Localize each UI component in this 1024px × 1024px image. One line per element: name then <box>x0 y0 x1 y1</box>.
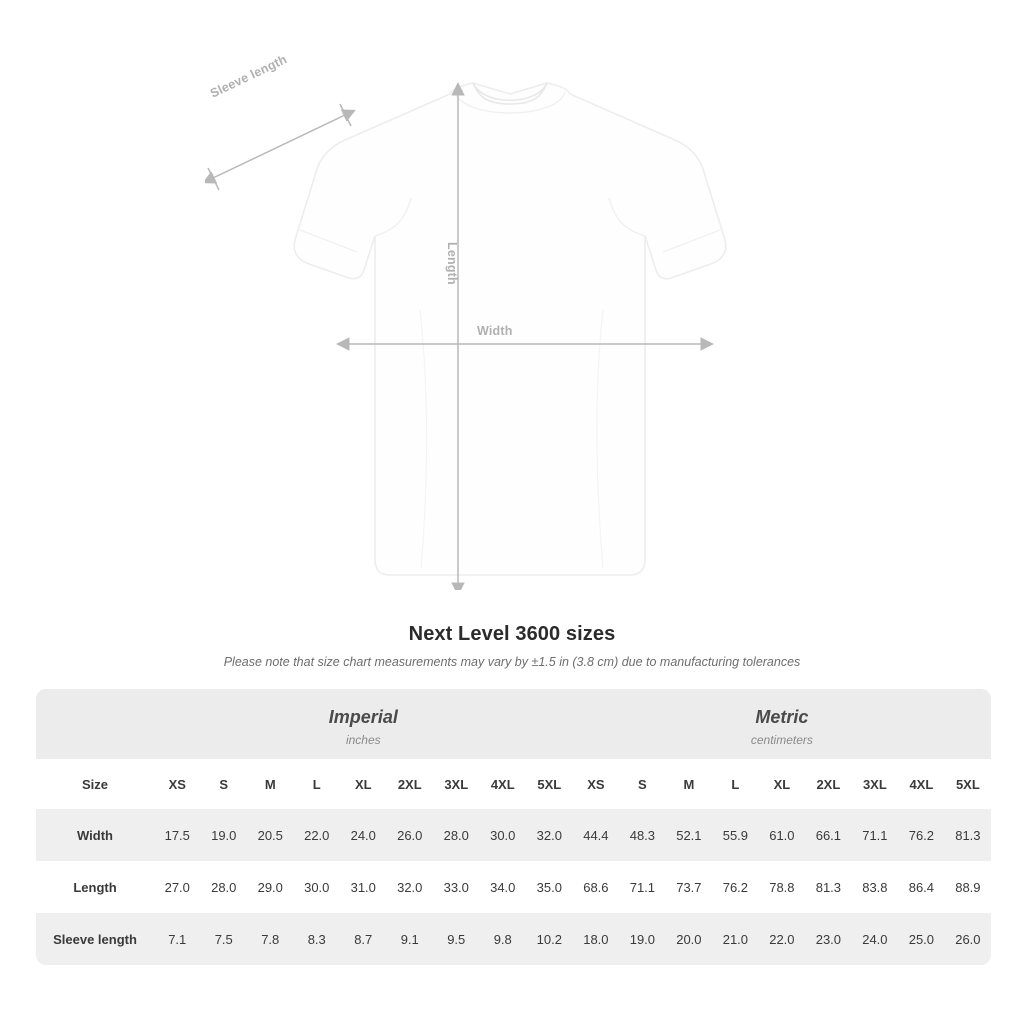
cell-imperial: 28.0 <box>201 861 248 913</box>
size-column-header: M <box>247 759 294 809</box>
cell-metric: 81.3 <box>805 861 852 913</box>
unit-sub-label: inches <box>345 732 381 747</box>
cell-imperial: 34.0 <box>480 861 527 913</box>
cell-imperial: 31.0 <box>340 861 387 913</box>
cell-imperial: 28.0 <box>433 809 480 861</box>
cell-metric: 76.2 <box>712 861 759 913</box>
cell-metric: 52.1 <box>666 809 713 861</box>
size-chart-body <box>36 689 991 965</box>
row-label-length: Length <box>36 861 154 913</box>
cell-metric: 21.0 <box>712 913 759 965</box>
cell-metric: 24.0 <box>852 913 899 965</box>
cell-metric: 88.9 <box>945 861 992 913</box>
cell-metric: 55.9 <box>712 809 759 861</box>
cell-imperial: 32.0 <box>526 809 573 861</box>
cell-metric: 68.6 <box>573 861 620 913</box>
width-label: Width <box>477 324 513 338</box>
size-column-header: XL <box>340 759 387 809</box>
size-column-header: 5XL <box>945 759 992 809</box>
cell-metric: 71.1 <box>852 809 899 861</box>
cell-imperial: 27.0 <box>154 861 201 913</box>
size-header-row <box>36 759 991 809</box>
size-column-header: 2XL <box>805 759 852 809</box>
unit-header-imperial <box>154 689 573 759</box>
cell-imperial: 24.0 <box>340 809 387 861</box>
size-column-header: 4XL <box>480 759 527 809</box>
unit-system-label: Metric <box>755 707 809 728</box>
size-column-header: 5XL <box>526 759 573 809</box>
unit-header-row <box>36 689 991 759</box>
cell-imperial: 22.0 <box>294 809 341 861</box>
cell-metric: 61.0 <box>759 809 806 861</box>
cell-imperial: 30.0 <box>480 809 527 861</box>
page-title: Next Level 3600 sizes <box>408 623 616 645</box>
size-column-header: L <box>712 759 759 809</box>
cell-metric: 23.0 <box>805 913 852 965</box>
unit-system-label: Imperial <box>328 707 398 728</box>
cell-imperial: 8.3 <box>294 913 341 965</box>
cell-metric: 26.0 <box>945 913 992 965</box>
sleeve-tick-start <box>208 168 219 190</box>
unit-sub-label: centimeters <box>750 732 813 747</box>
cell-imperial: 19.0 <box>201 809 248 861</box>
size-column-header: XS <box>573 759 620 809</box>
cell-metric: 66.1 <box>805 809 852 861</box>
cell-imperial: 9.1 <box>387 913 434 965</box>
cell-metric: 18.0 <box>573 913 620 965</box>
sleeve-length-label: Sleeve length <box>208 52 290 101</box>
cell-metric: 25.0 <box>898 913 945 965</box>
cell-imperial: 33.0 <box>433 861 480 913</box>
cell-metric: 20.0 <box>666 913 713 965</box>
cell-imperial: 20.5 <box>247 809 294 861</box>
cell-imperial: 8.7 <box>340 913 387 965</box>
cell-imperial: 32.0 <box>387 861 434 913</box>
cell-metric: 73.7 <box>666 861 713 913</box>
cell-metric: 78.8 <box>759 861 806 913</box>
cell-imperial: 26.0 <box>387 809 434 861</box>
cell-metric: 19.0 <box>619 913 666 965</box>
cell-imperial: 9.5 <box>433 913 480 965</box>
size-column-header: XS <box>154 759 201 809</box>
cell-imperial: 7.8 <box>247 913 294 965</box>
unit-header-metric <box>573 689 992 759</box>
size-column-header: 3XL <box>433 759 480 809</box>
row-label-width: Width <box>36 809 154 861</box>
table-row <box>36 861 991 913</box>
size-column-header: XL <box>759 759 806 809</box>
cell-imperial: 29.0 <box>247 861 294 913</box>
cell-metric: 48.3 <box>619 809 666 861</box>
size-column-header: L <box>294 759 341 809</box>
tolerance-note: Please note that size chart measurements may vary by ±1.5 in (3.8 cm) due to manufacturing tolerances <box>223 655 801 669</box>
cell-metric: 71.1 <box>619 861 666 913</box>
cell-metric: 86.4 <box>898 861 945 913</box>
cell-imperial: 35.0 <box>526 861 573 913</box>
cell-imperial: 7.5 <box>201 913 248 965</box>
cell-metric: 44.4 <box>573 809 620 861</box>
size-column-header: 3XL <box>852 759 899 809</box>
cell-imperial: 17.5 <box>154 809 201 861</box>
size-column-header: 4XL <box>898 759 945 809</box>
cell-metric: 76.2 <box>898 809 945 861</box>
sleeve-tick-end <box>340 104 351 126</box>
size-column-header: 2XL <box>387 759 434 809</box>
size-chart-table-wrapper <box>36 689 988 965</box>
cell-imperial: 9.8 <box>480 913 527 965</box>
table-row <box>36 913 991 965</box>
cell-imperial: 30.0 <box>294 861 341 913</box>
cell-metric: 22.0 <box>759 913 806 965</box>
size-column-header: S <box>619 759 666 809</box>
size-chart-table <box>36 689 991 965</box>
size-column-header: M <box>666 759 713 809</box>
row-label-sleeve-length: Sleeve length <box>36 913 154 965</box>
size-column-header: S <box>201 759 248 809</box>
cell-metric: 81.3 <box>945 809 992 861</box>
cell-imperial: 7.1 <box>154 913 201 965</box>
table-row <box>36 809 991 861</box>
size-header-cell: Size <box>36 759 154 809</box>
length-label: Length <box>445 242 459 285</box>
cell-imperial: 10.2 <box>526 913 573 965</box>
unit-row-spacer <box>36 689 154 759</box>
cell-metric: 83.8 <box>852 861 899 913</box>
